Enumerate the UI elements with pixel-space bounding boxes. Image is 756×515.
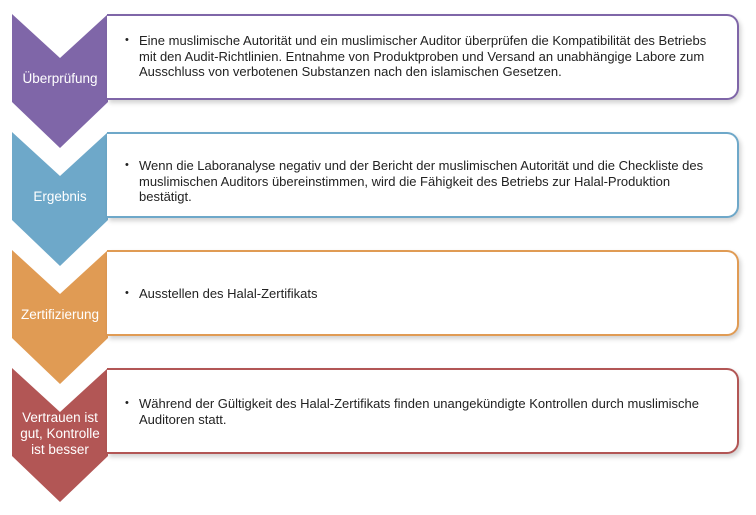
- bullet-icon: •: [125, 159, 129, 171]
- bullet-icon: •: [125, 34, 129, 46]
- step-label: Ergebnis: [33, 189, 87, 204]
- step-description: Während der Gültigkeit des Halal-Zertifikats finden unangekündigte Kontrollen durch muslimische Auditoren statt.: [139, 396, 700, 427]
- bullet-icon: •: [125, 287, 129, 299]
- step-card: [107, 132, 739, 218]
- step-label: Vertrauen ist gut, Kontrolle ist besser: [20, 410, 100, 457]
- step-card: [107, 250, 739, 336]
- step-description: Ausstellen des Halal-Zertifikats: [139, 286, 318, 301]
- step-card: [107, 368, 739, 454]
- step-description: Eine muslimische Autorität und ein muslimischer Auditor überprüfen die Kompatibilität des Betriebs mit den Audit-Richtlinien. Entnahme von Produktproben und Versand an unabhängige Labore zum Ausschluss von verbotenen Substanzen nach den islamischen Gesetzen.: [139, 33, 707, 79]
- step-description: Wenn die Laboranalyse negativ und der Bericht der muslimischen Autorität und die Checkliste des muslimischen Auditors übereinstimmen, wird die Fähigkeit des Betriebs zur Halal-Produktion bestätigt.: [139, 158, 704, 204]
- bullet-icon: •: [125, 397, 129, 409]
- step-label: Zertifizierung: [20, 307, 100, 322]
- list-item: [125, 158, 719, 205]
- step-card: [107, 14, 739, 100]
- list-item: [125, 33, 719, 80]
- list-item: [125, 396, 719, 427]
- list-item: [125, 286, 719, 302]
- step-label: Überprüfung: [22, 71, 98, 86]
